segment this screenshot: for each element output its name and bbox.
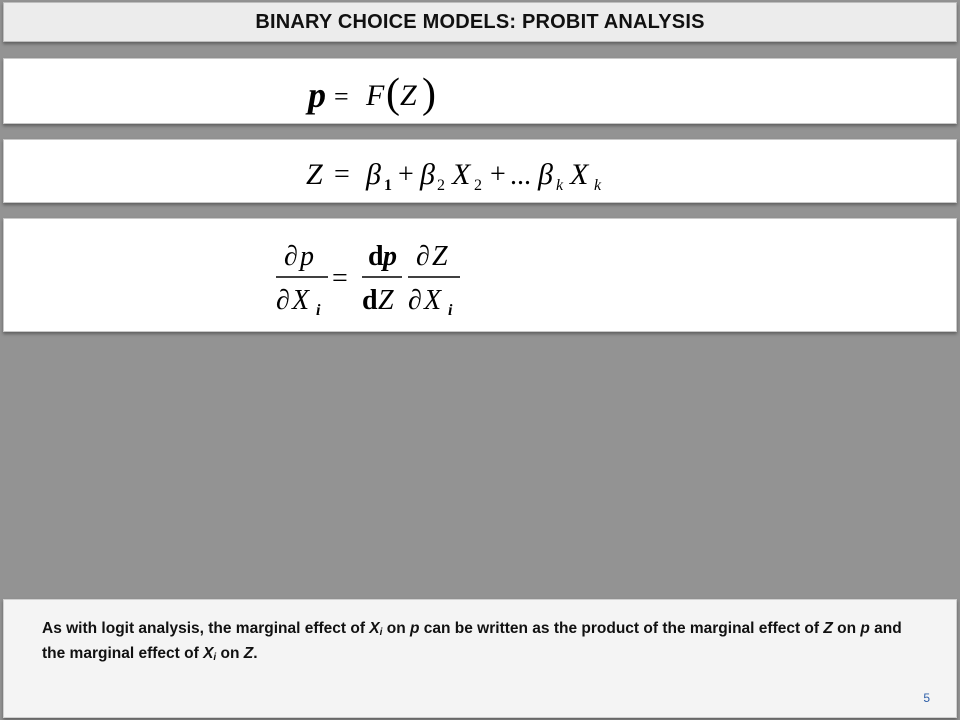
eq2-plus-2: + xyxy=(490,159,506,190)
eq1-lparen: ( xyxy=(386,71,400,117)
caption-part-3: can be written as the product of the marginal effect of xyxy=(419,620,824,637)
eq3-frac3-z: Z xyxy=(432,241,448,272)
eq1-equals: = xyxy=(334,82,349,111)
explanation-text xyxy=(42,618,922,668)
caption-p-1: p xyxy=(409,620,420,637)
eq2-beta-k: β xyxy=(538,158,553,191)
eq2-beta-2: β xyxy=(420,158,435,191)
equation-2-svg xyxy=(300,150,640,200)
equation-chain-rule xyxy=(272,235,482,324)
eq3-frac2-d: d xyxy=(368,241,384,272)
eq3-frac2-d-z: d xyxy=(362,285,378,316)
eq2-beta-1: β xyxy=(366,158,381,191)
eq2-z: Z xyxy=(306,158,323,191)
eq2-plus-1: + xyxy=(398,159,414,190)
equation-panel-1 xyxy=(3,58,957,124)
caption-p-2: p xyxy=(860,620,870,637)
eq1-rparen: ) xyxy=(422,71,436,117)
eq3-frac3-partial: ∂ xyxy=(416,241,430,272)
eq3-frac3-partial-x: ∂ xyxy=(408,285,422,316)
eq3-frac3-x: X xyxy=(424,285,442,316)
caption-x-1: X xyxy=(369,620,380,637)
eq3-frac1-partial: ∂ xyxy=(284,241,298,272)
eq1-z: Z xyxy=(400,79,417,112)
caption-part-1: As with logit analysis, the marginal effect of xyxy=(42,620,370,637)
equation-1-svg xyxy=(304,69,484,119)
equation-z-linear-combination xyxy=(300,150,640,205)
eq3-frac3-i: i xyxy=(448,302,453,319)
eq3-frac1-x: X xyxy=(292,285,310,316)
caption-part-4: on xyxy=(832,620,861,637)
eq2-dots: ... xyxy=(510,160,531,191)
eq3-frac1-partial-x: ∂ xyxy=(276,285,290,316)
page-number: 5 xyxy=(923,691,930,705)
eq2-x-k: X xyxy=(570,158,589,191)
eq2-sub-k-b: k xyxy=(594,177,602,194)
equation-panel-2 xyxy=(3,139,957,203)
caption-z-2: Z xyxy=(243,645,254,662)
eq2-equals: = xyxy=(334,159,350,190)
equation-panel-3 xyxy=(3,218,957,332)
eq1-f: F xyxy=(366,79,385,112)
caption-part-6: on xyxy=(216,645,244,662)
eq3-equals: = xyxy=(332,263,348,294)
slide-title-bar xyxy=(3,2,957,42)
eq3-frac2-z: Z xyxy=(378,285,394,316)
caption-z-1: Z xyxy=(823,620,833,637)
eq2-x-2: X xyxy=(452,158,471,191)
caption-part-2: on xyxy=(382,620,410,637)
caption-part-7: . xyxy=(253,645,258,662)
caption-sub-1: i xyxy=(379,627,383,638)
eq2-sub-2b: 2 xyxy=(474,177,482,194)
eq1-p: p xyxy=(308,75,326,115)
eq2-sub-2a: 2 xyxy=(437,177,445,194)
eq3-frac1-p: p xyxy=(300,241,314,272)
eq2-sub-1: 1 xyxy=(384,177,392,194)
explanation-panel xyxy=(3,599,957,718)
eq2-sub-k-a: k xyxy=(556,177,564,194)
slide-title: BINARY CHOICE MODELS: PROBIT ANALYSIS xyxy=(255,10,705,33)
equation-3-svg xyxy=(272,235,482,319)
eq3-frac2-p: p xyxy=(383,241,397,272)
caption-sub-2: i xyxy=(213,652,217,663)
caption-part-5: and the marginal effect of xyxy=(42,620,902,662)
eq3-frac1-i: i xyxy=(316,302,321,319)
caption-x-2: X xyxy=(203,645,214,662)
equation-p-equals-f-of-z xyxy=(304,69,484,124)
